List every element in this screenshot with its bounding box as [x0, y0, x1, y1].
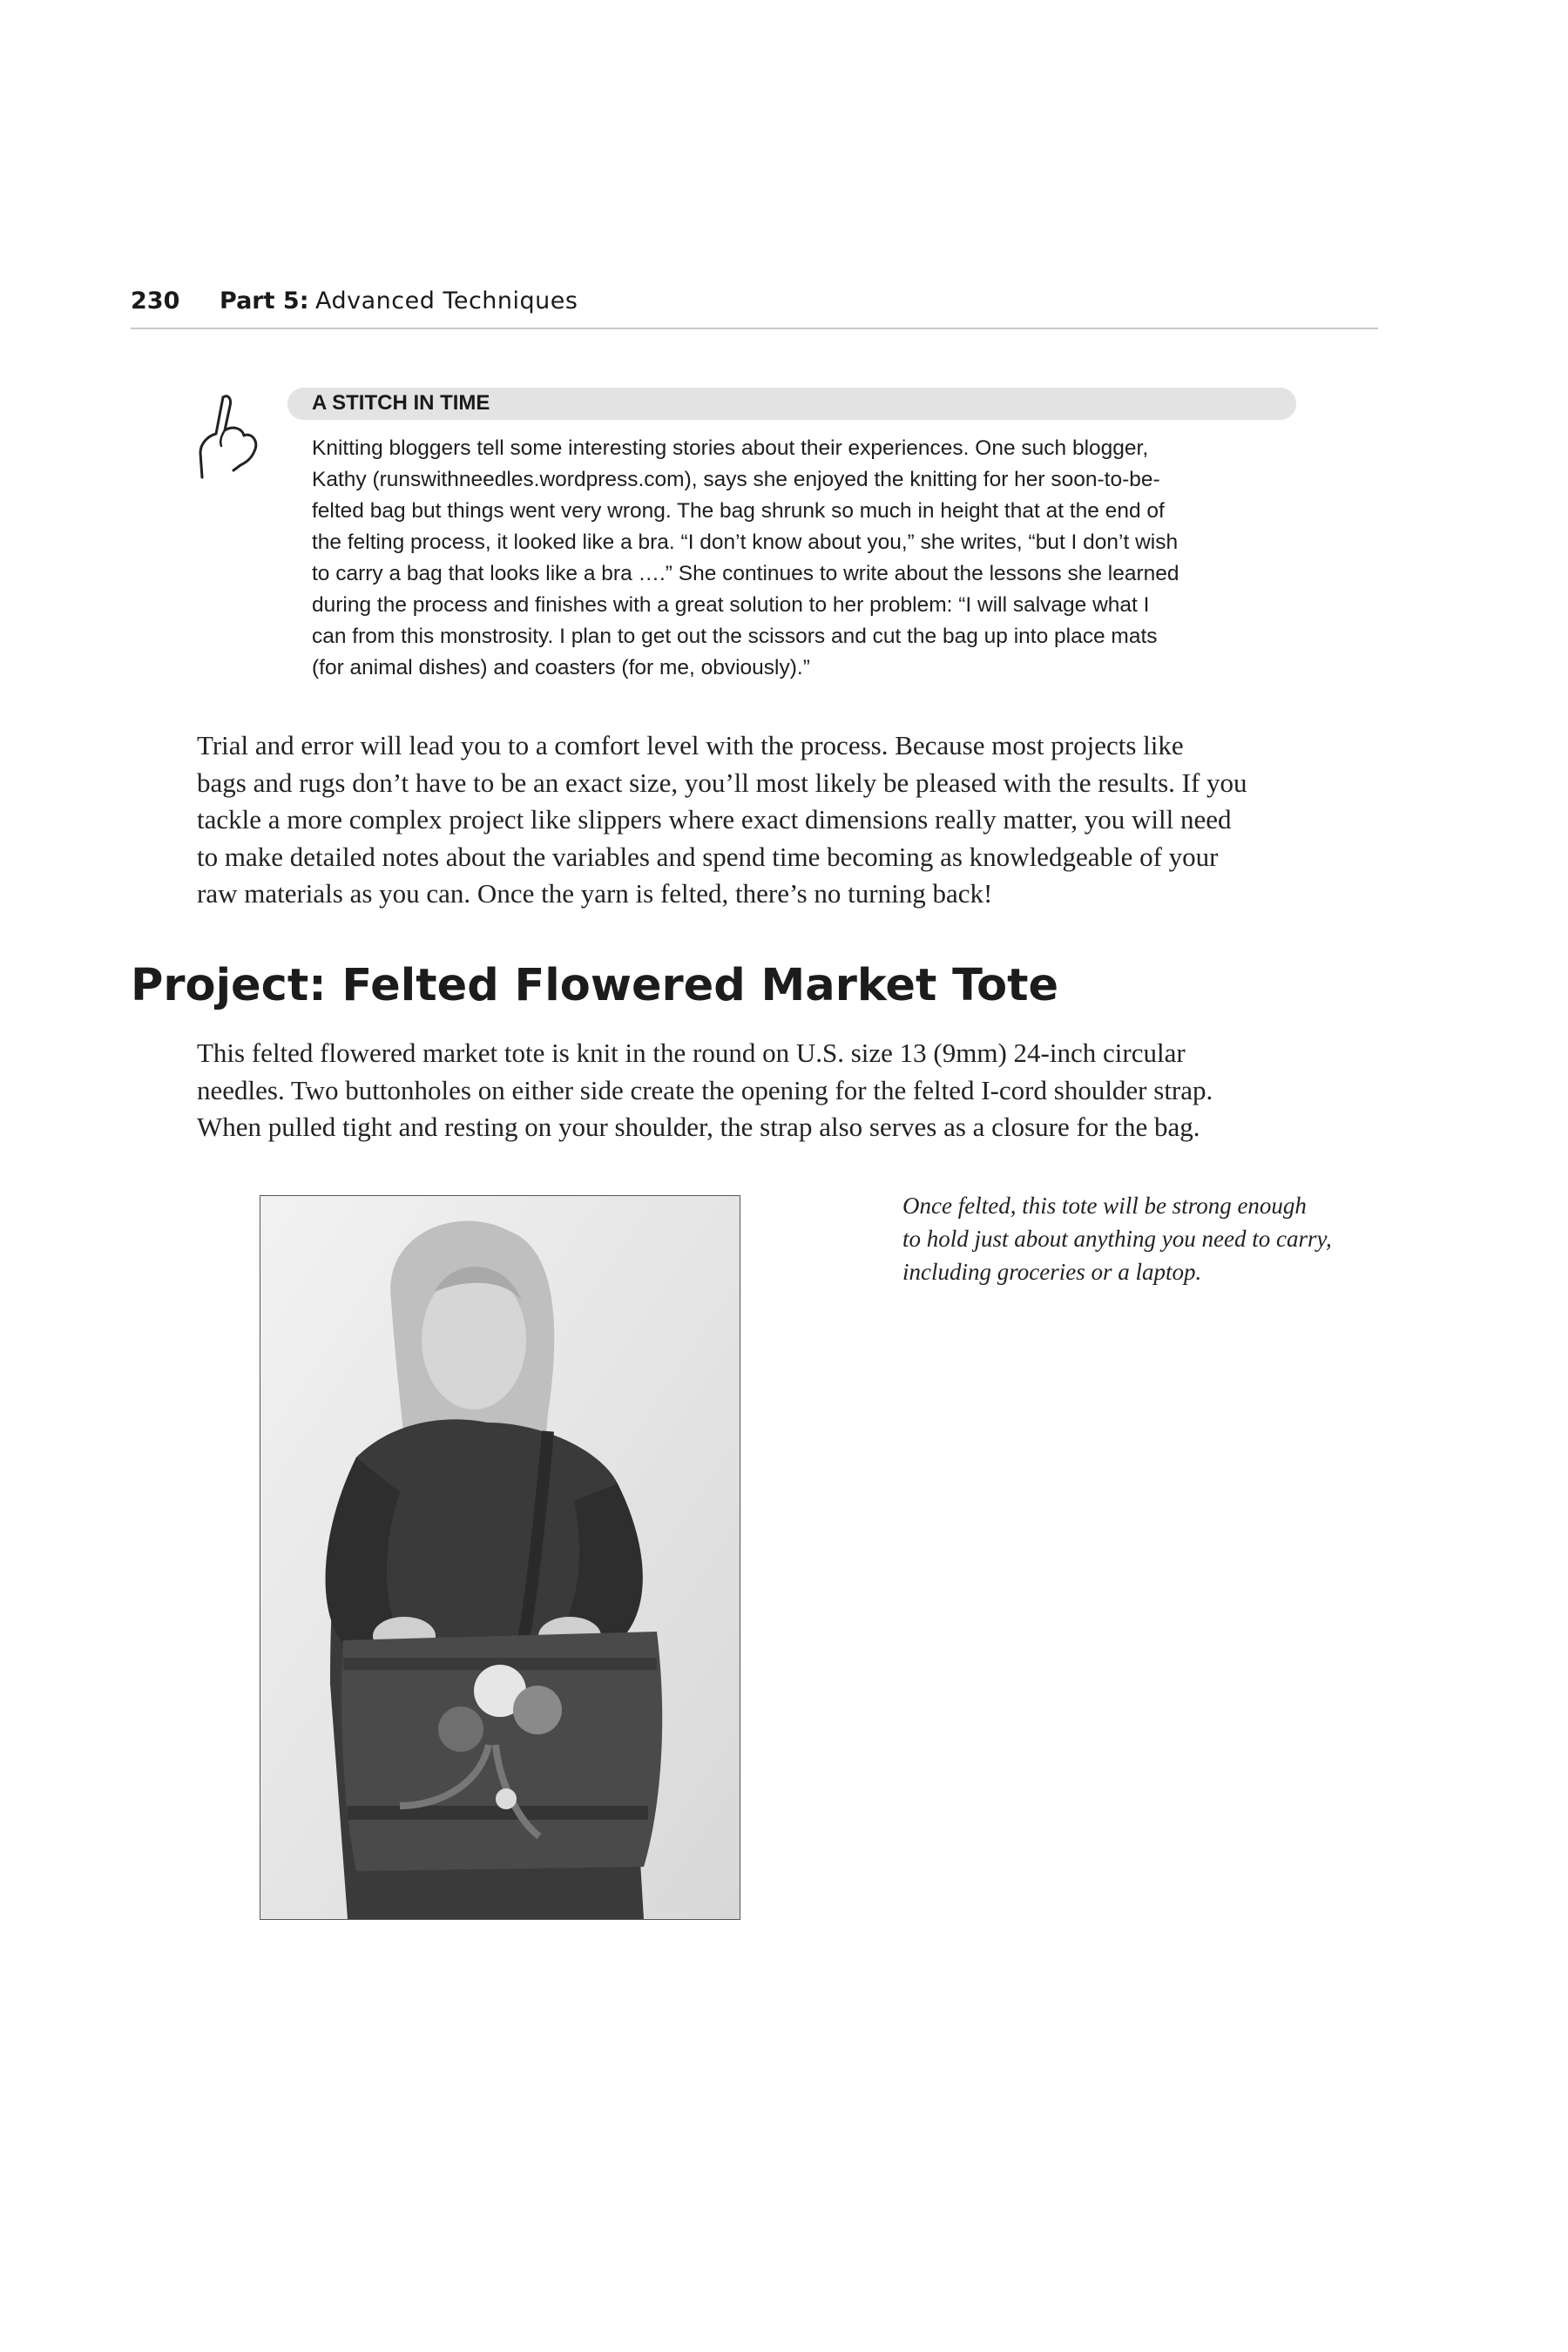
- photo-illustration: [260, 1196, 740, 1919]
- pointing-hand-icon: [190, 390, 268, 486]
- text-line: to make detailed notes about the variables and spend time becoming as knowledgeable of your: [197, 841, 1219, 872]
- text-line: needles. Two buttonholes on either side create the opening for the felted I-cord shoulder strap.: [197, 1074, 1213, 1105]
- sidebar-title: A STITCH IN TIME: [312, 391, 490, 415]
- sidebar-line: to carry a bag that looks like a bra ….” She continues to write about the lessons she learned: [312, 562, 1179, 585]
- caption-line: to hold just about anything you need to carry,: [902, 1226, 1332, 1252]
- part-label: Part 5:: [220, 287, 309, 314]
- sidebar-body: [312, 433, 1253, 684]
- sidebar-line: felted bag but things went very wrong. The bag shrunk so much in height that at the end of: [312, 499, 1165, 523]
- text-line: tackle a more complex project like slippers where exact dimensions really matter, you will need: [197, 804, 1232, 835]
- sidebar-line: during the process and finishes with a great solution to her problem: “I will salvage what I: [312, 593, 1150, 617]
- text-line: bags and rugs don’t have to be an exact size, you’ll most likely be pleased with the results. If you: [197, 767, 1247, 798]
- running-header: [131, 287, 1378, 326]
- body-paragraph-1: [197, 727, 1390, 913]
- sidebar-line: Kathy (runswithneedles.wordpress.com), says she enjoyed the knitting for her soon-to-be-: [312, 468, 1160, 491]
- header-divider: [131, 328, 1378, 329]
- caption-line: including groceries or a laptop.: [902, 1259, 1202, 1285]
- section-heading: Project: Felted Flowered Market Tote: [131, 960, 1059, 1011]
- text-line: raw materials as you can. Once the yarn is felted, there’s no turning back!: [197, 878, 993, 909]
- sidebar-line: the felting process, it looked like a bra. “I don’t know about you,” she writes, “but I don’t wish: [312, 531, 1179, 554]
- sidebar-line: (for animal dishes) and coasters (for me, obviously).”: [312, 656, 810, 679]
- text-line: Trial and error will lead you to a comfort level with the process. Because most projects like: [197, 730, 1184, 760]
- page-number: 230: [131, 287, 180, 314]
- sidebar-line: Knitting bloggers tell some interesting stories about their experiences. One such blogger,: [312, 436, 1149, 460]
- text-line: When pulled tight and resting on your shoulder, the strap also serves as a closure for the bag.: [197, 1112, 1200, 1142]
- sidebar-line: can from this monstrosity. I plan to get out the scissors and cut the bag up into place mats: [312, 625, 1158, 648]
- text-line: This felted flowered market tote is knit in the round on U.S. size 13 (9mm) 24-inch circular: [197, 1037, 1186, 1068]
- photo-caption: [902, 1189, 1332, 1288]
- tote-photo: [260, 1195, 740, 1920]
- part-title: Advanced Techniques: [315, 287, 578, 314]
- body-paragraph-2: [197, 1035, 1390, 1146]
- caption-line: Once felted, this tote will be strong enough: [902, 1193, 1307, 1219]
